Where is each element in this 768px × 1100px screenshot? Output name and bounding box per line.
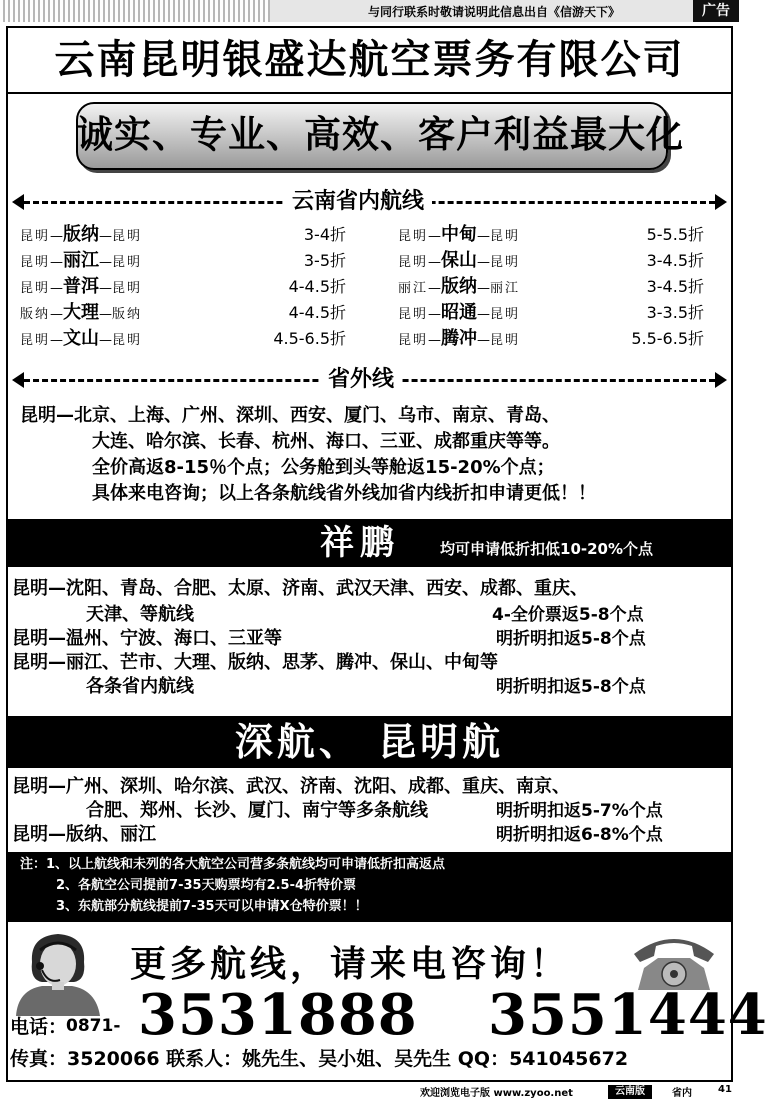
xiangpeng-title: 祥鹏 bbox=[320, 523, 400, 563]
route-dash: — bbox=[99, 333, 113, 348]
route-dash: — bbox=[50, 281, 64, 296]
domestic-section-header bbox=[12, 188, 727, 216]
fax-contact-line: 传真：3520066 联系人：姚先生、吴小姐、吴先生 QQ：541045672 bbox=[10, 1048, 629, 1070]
route-destination: 版纳 bbox=[63, 224, 100, 245]
note-1: 注：1、以上航线和未列的各大航空公司营多条航线均可申请低折扣高返点 bbox=[20, 857, 446, 872]
route-origin: 昆明 bbox=[398, 333, 429, 348]
outside-line-2: 大连、哈尔滨、长春、杭州、海口、三亚、成都重庆等等。 bbox=[92, 431, 560, 452]
route-return: 昆明 bbox=[112, 229, 143, 244]
outside-line-4: 具体来电咨询；以上各条航线省外线加省内线折扣申请更低！！ bbox=[92, 483, 596, 504]
notes-bar bbox=[8, 852, 731, 922]
route-return: 昆明 bbox=[112, 281, 143, 296]
route-dash: — bbox=[428, 333, 442, 348]
more-routes-text: 更多航线，请来电咨询！ bbox=[130, 943, 571, 985]
route-origin: 昆明 bbox=[398, 255, 429, 270]
route-discount: 3-4.5折 bbox=[646, 277, 704, 296]
route-discount: 3-3.5折 bbox=[646, 303, 704, 322]
domestic-route bbox=[20, 326, 142, 352]
outside-title: 省外线 bbox=[320, 366, 402, 394]
domestic-route bbox=[398, 222, 520, 248]
xp-route-1: 昆明—沈阳、青岛、合肥、太原、济南、武汉天津、西安、成都、重庆、 bbox=[12, 578, 588, 599]
xiangpeng-note: 均可申请低折扣低10-20%个点 bbox=[440, 540, 654, 558]
route-discount: 5-5.5折 bbox=[646, 225, 704, 244]
xp-rebate-2: 4-全价票返5-8个点 bbox=[492, 605, 644, 625]
operator-avatar bbox=[12, 932, 104, 1016]
top-strip bbox=[0, 0, 739, 22]
route-dash: — bbox=[477, 307, 491, 322]
route-dash: — bbox=[50, 255, 64, 270]
sh-rebate-2: 明折明扣返5-7%个点 bbox=[496, 801, 663, 821]
phone-number-1[interactable]: 3531888 bbox=[138, 982, 418, 1048]
route-return: 版纳 bbox=[112, 307, 143, 322]
decorative-stripes bbox=[0, 0, 270, 22]
route-origin: 版纳 bbox=[20, 307, 51, 322]
route-dash: — bbox=[428, 255, 442, 270]
footer-logo: 云南版 bbox=[608, 1085, 652, 1099]
route-discount: 4-4.5折 bbox=[288, 277, 346, 296]
route-dash: — bbox=[99, 255, 113, 270]
route-return: 昆明 bbox=[490, 229, 521, 244]
route-dash: — bbox=[428, 307, 442, 322]
route-origin: 昆明 bbox=[398, 229, 429, 244]
sh-route-2: 合肥、郑州、长沙、厦门、南宁等多条航线 bbox=[86, 800, 428, 821]
domestic-route bbox=[398, 326, 520, 352]
route-dash: — bbox=[99, 229, 113, 244]
route-return: 昆明 bbox=[112, 255, 143, 270]
route-discount: 3-4.5折 bbox=[646, 251, 704, 270]
domestic-route bbox=[20, 274, 142, 300]
domestic-route bbox=[20, 300, 142, 326]
xp-route-3: 昆明—温州、宁波、海口、三亚等 bbox=[12, 628, 282, 649]
route-discount: 5.5-6.5折 bbox=[631, 329, 704, 348]
xp-route-2: 天津、等航线 bbox=[86, 604, 194, 625]
sh-rebate-3: 明折明扣返6-8%个点 bbox=[496, 825, 663, 845]
route-origin: 昆明 bbox=[398, 307, 429, 322]
domestic-route bbox=[20, 248, 142, 274]
route-dash: — bbox=[99, 307, 113, 322]
xp-route-5: 各条省内航线 bbox=[86, 676, 194, 697]
shenhang-title: 深航、 昆明航 bbox=[234, 719, 505, 764]
route-destination: 保山 bbox=[441, 250, 478, 271]
ad-tag: 广告 bbox=[693, 0, 739, 22]
slogan-text: 诚实、专业、高效、客户利益最大化 bbox=[76, 112, 684, 156]
route-dash: — bbox=[477, 281, 491, 296]
phone-label: 电话： bbox=[10, 1016, 68, 1038]
route-destination: 丽江 bbox=[63, 250, 100, 271]
route-dash: — bbox=[428, 281, 442, 296]
outside-line-3: 全价高返8-15％个点；公务舱到头等舱返15-20%个点； bbox=[92, 457, 555, 478]
right-arrow-icon bbox=[715, 194, 727, 210]
route-origin: 丽江 bbox=[398, 281, 429, 296]
route-dash: — bbox=[50, 229, 64, 244]
right-arrow-icon bbox=[715, 372, 727, 388]
left-arrow-icon bbox=[12, 194, 24, 210]
domestic-route bbox=[398, 248, 520, 274]
route-dash: — bbox=[50, 333, 64, 348]
route-destination: 腾冲 bbox=[441, 328, 478, 349]
route-destination: 普洱 bbox=[63, 276, 100, 297]
route-dash: — bbox=[428, 229, 442, 244]
route-origin: 昆明 bbox=[20, 255, 51, 270]
route-dash: — bbox=[50, 307, 64, 322]
route-return: 昆明 bbox=[112, 333, 143, 348]
route-discount: 4-4.5折 bbox=[288, 303, 346, 322]
phone-number-2[interactable]: 3551444 bbox=[488, 982, 768, 1048]
outside-line-1: 昆明—北京、上海、广州、深圳、西安、厦门、乌市、南京、青岛、 bbox=[20, 405, 560, 426]
route-dash: — bbox=[477, 255, 491, 270]
route-dash: — bbox=[99, 281, 113, 296]
route-destination: 版纳 bbox=[441, 276, 478, 297]
route-discount: 3-5折 bbox=[303, 251, 346, 270]
area-code: 0871- bbox=[66, 1016, 121, 1036]
route-destination: 大理 bbox=[63, 302, 100, 323]
company-name: 云南昆明银盛达航空票务有限公司 bbox=[8, 28, 731, 94]
sh-route-1: 昆明—广州、深圳、哈尔滨、武汉、济南、沈阳、成都、重庆、南京、 bbox=[12, 776, 570, 797]
route-origin: 昆明 bbox=[20, 333, 51, 348]
route-discount: 4.5-6.5折 bbox=[273, 329, 346, 348]
route-dash: — bbox=[477, 333, 491, 348]
domestic-route bbox=[398, 274, 520, 300]
route-origin: 昆明 bbox=[20, 281, 51, 296]
footer-section: 省内 bbox=[672, 1088, 692, 1099]
xp-rebate-3: 明折明扣返5-8个点 bbox=[496, 629, 646, 649]
xp-route-4: 昆明—丽江、芒市、大理、版纳、思茅、腾冲、保山、中甸等 bbox=[12, 652, 498, 673]
domestic-title: 云南省内航线 bbox=[284, 188, 432, 216]
domestic-route bbox=[20, 222, 142, 248]
note-3: 3、东航部分航线提前7-35天可以申请X仓特价票！！ bbox=[56, 899, 368, 914]
sh-route-3: 昆明—版纳、丽江 bbox=[12, 824, 156, 845]
page-footer bbox=[0, 1084, 739, 1100]
left-arrow-icon bbox=[12, 372, 24, 388]
route-dash: — bbox=[477, 229, 491, 244]
footer-website[interactable]: 欢迎浏览电子版 www.zyoo.net bbox=[420, 1088, 573, 1099]
route-destination: 昭通 bbox=[441, 302, 478, 323]
source-notice: 与同行联系时敬请说明此信息出自《信游天下》 bbox=[368, 5, 621, 19]
route-return: 昆明 bbox=[490, 333, 521, 348]
page-number: 41 bbox=[718, 1084, 732, 1095]
route-return: 丽江 bbox=[490, 281, 521, 296]
domestic-route bbox=[398, 300, 520, 326]
route-discount: 3-4折 bbox=[303, 225, 346, 244]
note-2: 2、各航空公司提前7-35天购票均有2.5-4折特价票 bbox=[56, 878, 357, 893]
route-origin: 昆明 bbox=[20, 229, 51, 244]
xp-rebate-5: 明折明扣返5-8个点 bbox=[496, 677, 646, 697]
route-destination: 文山 bbox=[63, 328, 100, 349]
route-return: 昆明 bbox=[490, 255, 521, 270]
route-return: 昆明 bbox=[490, 307, 521, 322]
route-destination: 中甸 bbox=[441, 224, 478, 245]
outside-section-header bbox=[12, 366, 727, 394]
